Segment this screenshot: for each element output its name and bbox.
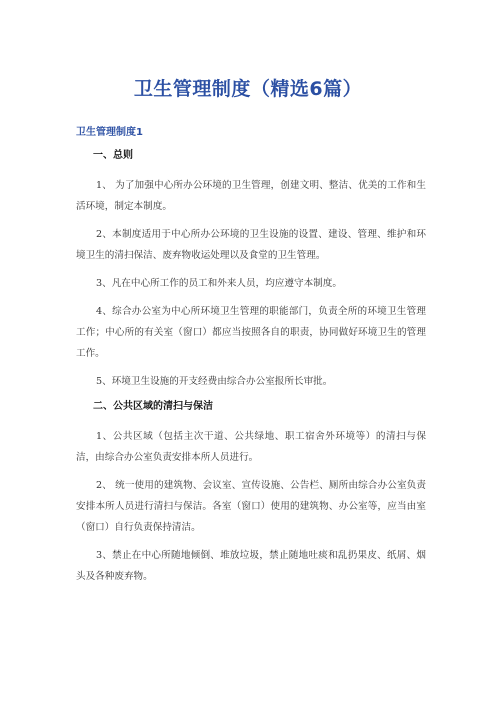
- paragraph: 1、公共区域（包括主次干道、公共绿地、职工宿舍外环境等）的清扫与保洁，由综合办公室负责安排本所人员进行。: [76, 431, 426, 463]
- document-body: [76, 148, 426, 594]
- paragraph: 4、综合办公室为中心所环境卫生管理的职能部门，负责全所的环境卫生管理工作；中心所的有关室（窗口）都应当按照各自的职责，协同做好环境卫生的管理工作。: [76, 306, 426, 359]
- paragraph: 1、 为了加强中心所办公环境的卫生管理，创建文明、整洁、优美的工作和生活环境，制定本制度。: [76, 180, 426, 212]
- paragraph: 2、 统一使用的建筑物、会议室、宣传设施、公告栏、厕所由综合办公室负责安排本所人员进行清扫与保洁。各室（窗口）使用的建筑物、办公室等，应当由室（窗口）自行负责保持清洁。: [76, 480, 426, 533]
- paragraph: 3、凡在中心所工作的员工和外来人员，均应遵守本制度。: [96, 278, 342, 289]
- section-heading: 一、总则: [93, 150, 133, 161]
- paragraph: 2、本制度适用于中心所办公环境的卫生设施的设置、建设、管理、维护和环境卫生的清扫保洁、废弃物收运处理以及食堂的卫生管理。: [76, 229, 426, 261]
- section-title: 卫生管理制度1: [76, 127, 143, 138]
- document-title: 卫生管理制度（精选6篇）: [133, 78, 363, 100]
- paragraph: 3、禁止在中心所随地倾倒、堆放垃圾，禁止随地吐痰和乱扔果皮、纸屑、烟头及各种废弃物。: [76, 550, 426, 582]
- section-heading: 二、公共区域的清扫与保洁: [93, 401, 213, 412]
- paragraph: 5、环境卫生设施的开支经费由综合办公室报所长审批。: [96, 376, 333, 387]
